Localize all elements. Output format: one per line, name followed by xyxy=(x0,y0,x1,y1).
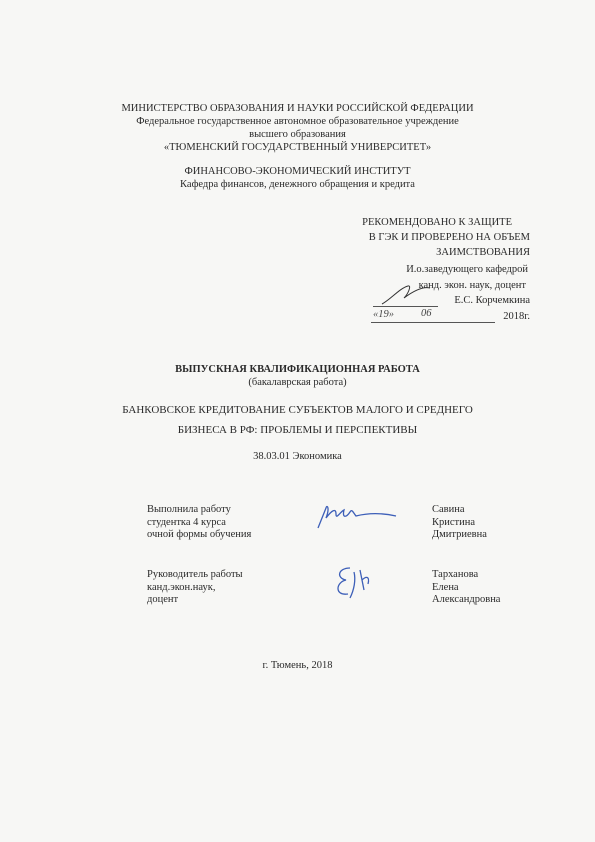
supervisor-firstname: Елена xyxy=(432,581,459,593)
supervisor-signature-icon xyxy=(328,560,378,604)
supervisor-label-1: Руководитель работы xyxy=(147,569,243,580)
work-subtype: (бакалаврская работа) xyxy=(248,377,347,388)
approval-signature-icon xyxy=(378,280,448,310)
author-surname: Савина xyxy=(432,504,465,515)
approval-name: Е.С. Корчемкина xyxy=(454,295,530,306)
supervisor-labels xyxy=(147,569,243,607)
topic-line-2: БИЗНЕСА В РФ: ПРОБЛЕМЫ И ПЕРСПЕКТИВЫ xyxy=(177,424,418,436)
supervisor-label-2: канд.экон.наук, xyxy=(147,581,216,593)
author-label-3: очной формы обучения xyxy=(147,529,252,540)
author-name xyxy=(432,504,487,542)
author-signature-icon xyxy=(312,498,400,536)
supervisor-label-3: доцент xyxy=(147,594,179,605)
date-underline xyxy=(371,322,495,323)
work-type: ВЫПУСКНАЯ КВАЛИФИКАЦИОННАЯ РАБОТА xyxy=(175,364,420,375)
approval-position: И.о.заведующего кафедрой xyxy=(406,264,528,275)
specialty: 38.03.01 Экономика xyxy=(253,451,342,462)
department-name: Кафедра финансов, денежного обращения и кредита xyxy=(180,179,415,190)
author-firstname: Кристина xyxy=(432,516,476,528)
approval-degree: канд. экон. наук, доцент xyxy=(418,280,526,291)
education-level: высшего образования xyxy=(249,129,346,140)
agency-name: Федеральное государственное автономное образовательное учреждение xyxy=(136,116,459,127)
approval-line-3: ЗАИМСТВОВАНИЯ xyxy=(436,247,530,258)
approval-date-month: 06 xyxy=(421,308,432,319)
ministry-name: МИНИСТЕРСТВО ОБРАЗОВАНИЯ И НАУКИ РОССИЙСКОЙ ФЕДЕРАЦИИ xyxy=(121,103,474,114)
city-year: г. Тюмень, 2018 xyxy=(262,660,333,671)
approval-line-2: В ГЭК И ПРОВЕРЕНО НА ОБЪЕМ xyxy=(368,232,530,243)
supervisor-surname: Тарханова xyxy=(432,569,479,580)
supervisor-name xyxy=(432,569,500,607)
author-label-2: студентка 4 курса xyxy=(147,516,226,528)
author-patronymic: Дмитриевна xyxy=(432,529,487,540)
approval-date-day: «19» xyxy=(373,309,394,320)
university-name: «ТЮМЕНСКИЙ ГОСУДАРСТВЕННЫЙ УНИВЕРСИТЕТ» xyxy=(163,142,432,153)
approval-line-1: РЕКОМЕНДОВАНО К ЗАЩИТЕ xyxy=(362,217,512,228)
author-labels xyxy=(147,504,251,542)
institute-name: ФИНАНСОВО-ЭКОНОМИЧЕСКИЙ ИНСТИТУТ xyxy=(184,166,411,177)
supervisor-patronymic: Александровна xyxy=(432,594,501,605)
author-label-1: Выполнила работу xyxy=(147,504,231,515)
topic-line-1: БАНКОВСКОЕ КРЕДИТОВАНИЕ СУБЪЕКТОВ МАЛОГО И СРЕДНЕГО xyxy=(122,404,473,416)
approval-date-year: 2018г. xyxy=(503,311,530,322)
